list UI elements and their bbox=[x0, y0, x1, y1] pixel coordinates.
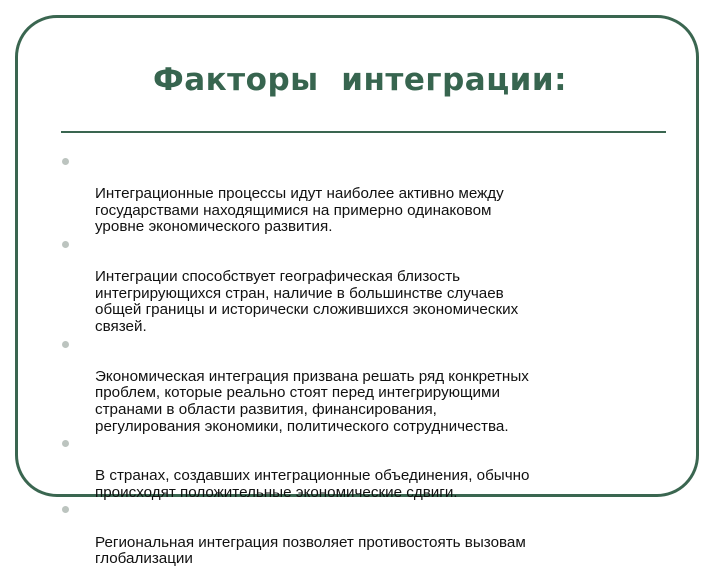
bullet-text: Экономическая интеграция призвана решать ряд конкретных проблем, которые реально стоят перед интегрирующими странами в области развития, финансирования, регулирования экономики, политического сотрудничества. bbox=[95, 367, 529, 435]
bullet-text: Интеграционные процессы идут наиболее активно между государствами находящимися на примерно одинаковом уровне экономического развития. bbox=[95, 185, 504, 236]
bullet-dot-icon bbox=[62, 241, 69, 248]
bullet-item bbox=[62, 236, 662, 336]
bullet-text: В странах, создавших интеграционные объединения, обычно происходят положительные экономические сдвиги. bbox=[95, 467, 530, 501]
bullet-item bbox=[62, 153, 662, 236]
title-divider bbox=[61, 131, 666, 133]
bullet-dot-icon bbox=[62, 506, 69, 513]
bullet-item bbox=[62, 336, 662, 436]
bullet-item bbox=[62, 501, 662, 567]
bullet-text: Интеграции способствует географическая близость интегрирующихся стран, наличие в большинстве случаев общей границы и исторически сложившихся экономических связей. bbox=[95, 268, 519, 335]
bullet-dot-icon bbox=[62, 158, 69, 165]
bullet-item bbox=[62, 435, 662, 501]
bullet-dot-icon bbox=[62, 341, 69, 348]
slide-title: Факторы интеграции: bbox=[152, 62, 568, 98]
bullet-list bbox=[62, 153, 662, 568]
bullet-dot-icon bbox=[62, 440, 69, 447]
bullet-text: Региональная интеграция позволяет противостоять вызовам глобализации bbox=[95, 533, 526, 568]
